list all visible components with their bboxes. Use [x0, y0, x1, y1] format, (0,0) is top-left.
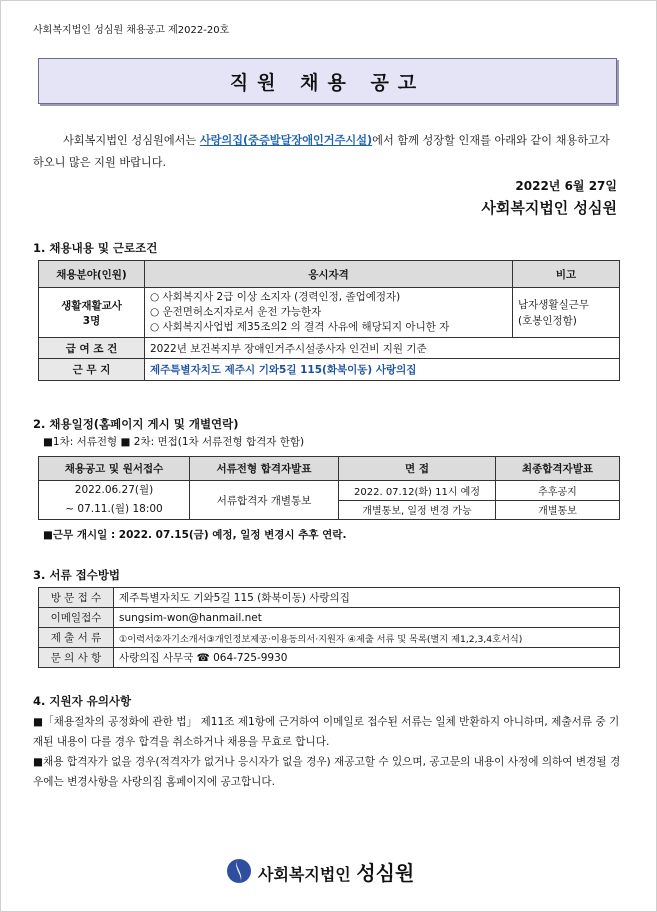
footer-org-name	[258, 857, 414, 886]
section1-heading: 1. 채용내용 및 근로조건	[33, 241, 158, 255]
col-header-field: 채용분야(인원)	[39, 261, 145, 288]
footer-org-prefix: 사회복지법인	[258, 864, 357, 884]
section3-heading: 3. 서류 접수방법	[33, 568, 121, 582]
document-number: 사회복지법인 성심원 채용공고 제2022-20호	[33, 25, 230, 36]
schedule-table	[38, 456, 620, 520]
documents-label: 제 출 서 류	[39, 628, 114, 648]
announcement-date: 2022년 6월 27일	[515, 179, 617, 193]
footer-logo	[226, 852, 414, 890]
salary-label: 급 여 조 건	[39, 338, 145, 359]
footer-org-main: 성심원	[356, 860, 415, 885]
method-value: 제주특별자치도 기와5길 115 (화북이동) 사랑의집	[114, 588, 620, 608]
intro-part2: 에서 함께 성장할 인재를 아래와 같이 채용하고자 하오니 많은 지원 바랍니다.	[33, 134, 610, 169]
interview-note: 개별통보, 일정 변경 가능	[339, 500, 496, 520]
note-cell	[513, 288, 620, 338]
page-title: 직원 채용 공고	[229, 71, 426, 94]
salary-value: 2022년 보건복지부 장애인거주시설종사자 인건비 지원 기준	[145, 338, 620, 359]
field-name: 생활재활교사	[61, 299, 122, 312]
section4-heading: 4. 지원자 유의사항	[33, 694, 132, 708]
note-line: 남자생활실근무	[518, 298, 590, 311]
qualification-item: ○ 사회복지사 2급 이상 소지자 (경력인정, 졸업예정자)	[150, 291, 401, 303]
qualification-item: ○ 사회복지사업법 제35조의2 의 결격 사유에 해당되지 아니한 자	[150, 321, 450, 333]
final-notice: 개별통보	[496, 500, 620, 520]
col-header-qualification: 응시자격	[145, 261, 513, 288]
col-header-note: 비고	[513, 261, 620, 288]
location-label: 근 무 지	[39, 359, 145, 381]
employment-table	[38, 260, 620, 381]
email-value[interactable]: sungsim-won@hanmail.net	[114, 608, 620, 628]
organization-name: 사회복지법인 성심원	[481, 199, 617, 217]
inquiry-label: 문 의 사 항	[39, 648, 114, 668]
note-item: ■채용 합격자가 없을 경우(적격자가 없거나 응시자가 없을 경우) 재공고할 수 있으며, 공고문의 내용이 사정에 의하여 변경될 경우에는 변경사항을 사랑의집 홈페이지에 공고합니다.	[33, 756, 621, 788]
interview-date: 2022. 07.12(화) 11시 예정	[339, 481, 496, 501]
col-header-final: 최종합격자발표	[496, 457, 620, 481]
col-header-interview: 면 접	[339, 457, 496, 481]
method-label: 방 문 접 수	[39, 588, 114, 608]
receipt-start: 2022.06.27(월)	[74, 484, 154, 496]
documents-value: ①이력서②자기소개서③개인정보제공·이용동의서·지원자 ④제출 서류 및 목록(별지 제1,2,3,4호서식)	[114, 628, 620, 648]
doc-result-cell: 서류합격자 개별통보	[190, 481, 339, 520]
final-announce: 추후공지	[496, 481, 620, 501]
qualification-cell	[145, 288, 513, 338]
email-label: 이메일접수	[39, 608, 114, 628]
col-header-receipt: 채용공고 및 원서접수	[39, 457, 190, 481]
application-table	[38, 587, 620, 668]
inquiry-value: 사랑의집 사무국 ☎ 064-725-9930	[114, 648, 620, 668]
intro-paragraph	[33, 130, 623, 174]
location-value: 제주특별자치도 제주시 기와5길 115(화북이동) 사랑의집	[145, 359, 620, 381]
field-cell	[39, 288, 145, 338]
start-date-note: ■근무 개시일 : 2022. 07.15(금) 예정, 일정 변경시 추후 연락.	[43, 529, 347, 541]
col-header-doc-result: 서류전형 합격자발표	[190, 457, 339, 481]
screening-stages: ■1차: 서류전형 ■ 2차: 면접(1차 서류전형 합격자 한함)	[43, 436, 305, 448]
intro-part1: 사회복지법인 성심원에서는	[63, 134, 200, 147]
field-count: 3명	[82, 314, 101, 327]
note-item: ■「채용절차의 공정화에 관한 법」 제11조 제1항에 근거하여 이메일로 접수된 서류는 일체 반환하지 아니하며, 제출서류 중 기재된 내용이 다를 경우 합격을 취소하거나 채용을 무효로 합니다.	[33, 716, 620, 748]
receipt-end: ~ 07.11.(월) 18:00	[65, 503, 163, 515]
title-box	[38, 58, 617, 104]
section2-heading: 2. 채용일정(홈페이지 게시 및 개별연락)	[33, 417, 239, 431]
applicant-notes	[33, 712, 623, 792]
logo-icon	[226, 852, 252, 890]
qualification-item: ○ 운전면허소지자로서 운전 가능한자	[150, 306, 322, 318]
facility-name-highlight: 사랑의집(중증발달장애인거주시설)	[199, 134, 373, 147]
receipt-period-cell	[39, 481, 190, 520]
note-line: (호봉인정함)	[518, 314, 577, 327]
